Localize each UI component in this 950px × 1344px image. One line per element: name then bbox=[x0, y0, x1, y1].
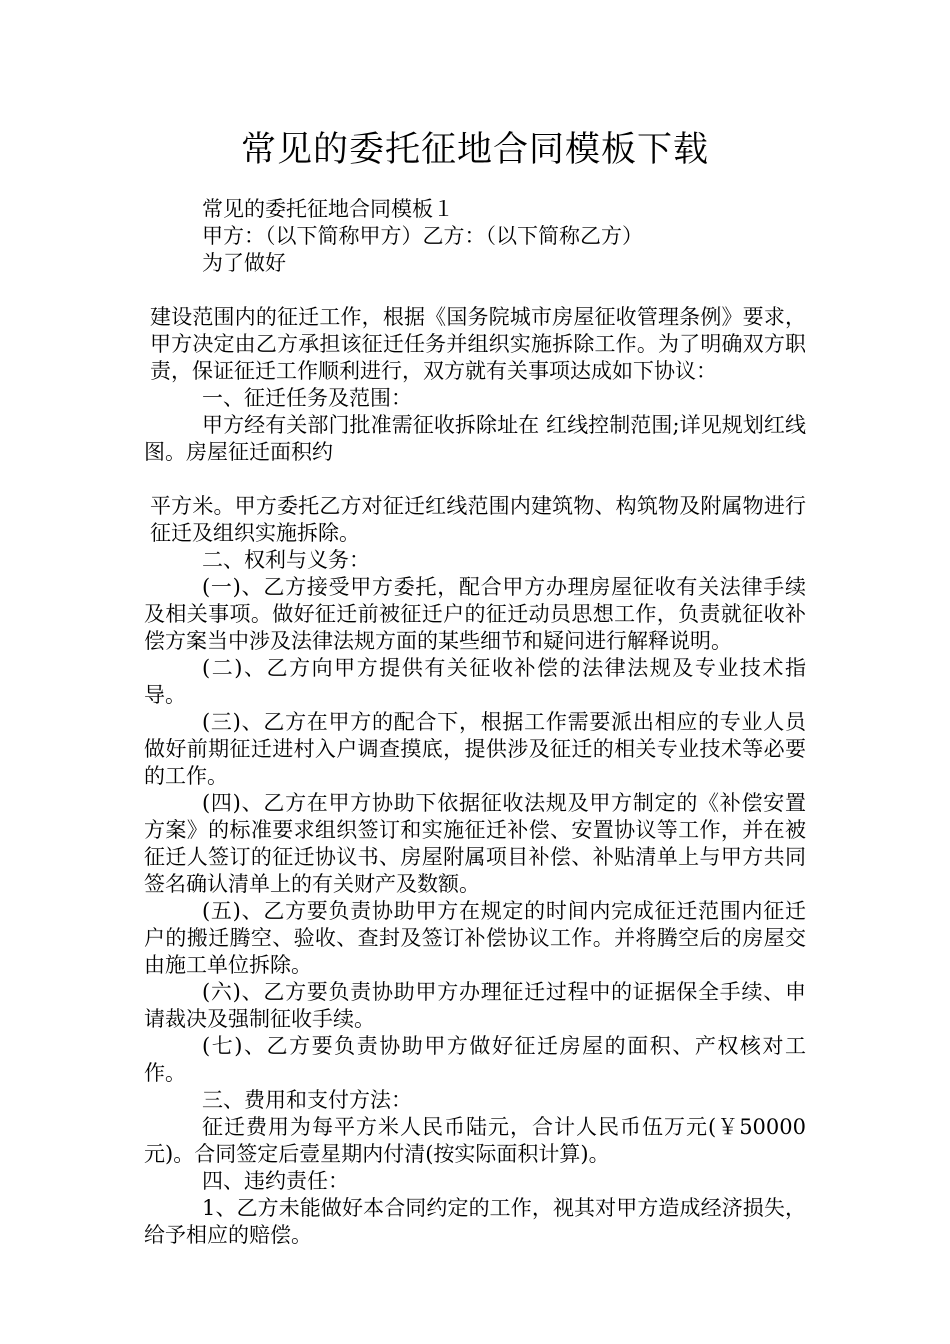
preamble-paragraph: 建设范围内的征迁工作，根据《国务院城市房屋征收管理条例》要求，甲方决定由乙方承担该征迁任务并组织实施拆除工作。为了明确双方职责，保证征迁工作顺利进行，双方就有关事项达成如下协议： bbox=[150, 305, 806, 383]
section-1-continuation: 平方米。甲方委托乙方对征迁红线范围内建筑物、构筑物及附属物进行征迁及组织实施拆除。 bbox=[150, 494, 806, 545]
document-title: 常见的委托征地合同模板下载 bbox=[240, 130, 709, 170]
section-2-item: (四)、乙方在甲方协助下依据征收法规及甲方制定的《补偿安置方案》的标准要求组织签订和实施征迁补偿、安置协议等工作，并在被征迁人签订的征迁协议书、房屋附属项目补偿、补贴清单上与甲方共同签名确认清单上的有关财产及数额。 bbox=[144, 791, 806, 896]
section-4-item: 1、乙方未能做好本合同约定的工作，视其对甲方造成经济损失，给予相应的赔偿。 bbox=[144, 1196, 806, 1247]
intro-fragment: 为了做好 bbox=[202, 251, 286, 275]
section-2-item: (一)、乙方接受甲方委托，配合甲方办理房屋征收有关法律手续及相关事项。做好征迁前被征迁户的征迁动员思想工作，负责就征收补偿方案当中涉及法律法规方面的某些细节和疑问进行解释说明。 bbox=[144, 575, 806, 653]
section-2-item: (六)、乙方要负责协助甲方办理征迁过程中的证据保全手续、申请裁决及强制征收手续。 bbox=[144, 980, 806, 1031]
section-1-text: 甲方经有关部门批准需征收拆除址在 红线控制范围;详见规划红线图。房屋征迁面积约 bbox=[144, 413, 806, 464]
section-2-item: (二)、乙方向甲方提供有关征收补偿的法律法规及专业技术指导。 bbox=[144, 656, 806, 707]
section-2-item: (七)、乙方要负责协助甲方做好征迁房屋的面积、产权核对工作。 bbox=[144, 1034, 806, 1085]
section-3-text: 征迁费用为每平方米人民币陆元，合计人民币伍万元(￥50000元)。合同签定后壹星期内付清(按实际面积计算)。 bbox=[144, 1115, 806, 1166]
section-3-heading: 三、费用和支付方法： bbox=[202, 1088, 412, 1112]
section-2-item: (三)、乙方在甲方的配合下，根据工作需要派出相应的专业人员做好前期征迁进村入户调查摸底，提供涉及征迁的相关专业技术等必要的工作。 bbox=[144, 710, 806, 788]
blank-gap bbox=[144, 466, 806, 493]
section-2-heading: 二、权利与义务： bbox=[202, 548, 370, 572]
parties-line: 甲方：（以下简称甲方）乙方：（以下简称乙方） bbox=[202, 224, 643, 248]
document-body bbox=[144, 196, 806, 1249]
section-2-item: (五)、乙方要负责协助甲方在规定的时间内完成征迁范围内征迁户的搬迁腾空、验收、查封及签订补偿协议工作。并将腾空后的房屋交由施工单位拆除。 bbox=[144, 899, 806, 977]
template-subtitle: 常见的委托征地合同模板１ bbox=[202, 197, 454, 221]
blank-gap bbox=[144, 277, 806, 304]
section-1-heading: 一、征迁任务及范围： bbox=[202, 386, 412, 410]
section-4-heading: 四、违约责任： bbox=[202, 1169, 349, 1193]
